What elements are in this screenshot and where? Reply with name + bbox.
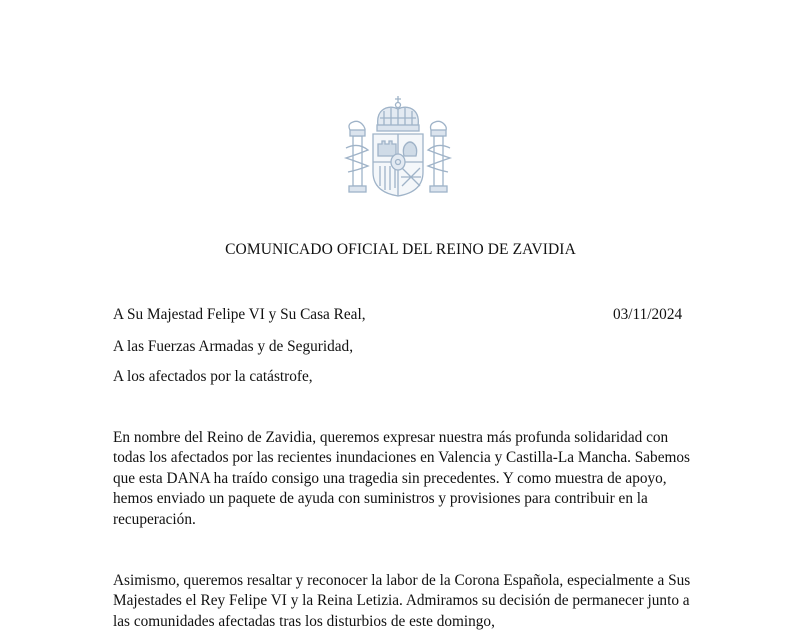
coat-of-arms-icon: [340, 92, 456, 202]
addressee-line: A los afectados por la catástrofe,: [113, 368, 313, 385]
document-title: COMUNICADO OFICIAL DEL REINO DE ZAVIDIA: [225, 241, 576, 258]
document-date: 03/11/2024: [613, 306, 683, 323]
body-paragraph: En nombre del Reino de Zavidia, queremos expresar nuestra más profunda solidaridad con todas los afectados por las recientes inundaciones en Valencia y Castilla-La Mancha. Sabemos que esta DANA ha traído consigo una tragedia sin precedentes. Y como muestra de apoyo, hemos enviado un paquete de ayuda con suministros y provisiones para contribuir en la recuperación.: [113, 429, 690, 528]
addressee-line: A Su Majestad Felipe VI y Su Casa Real,: [113, 306, 366, 323]
body-paragraph: Asimismo, queremos resaltar y reconocer la labor de la Corona Española, especialmente a Sus Majestades el Rey Felipe VI y la Reina Letizia. Admiramos su decisión de permanecer junto a las comunidades afectadas tras los disturbios de este domingo,: [113, 572, 691, 630]
addressee-line: A las Fuerzas Armadas y de Seguridad,: [113, 338, 354, 355]
